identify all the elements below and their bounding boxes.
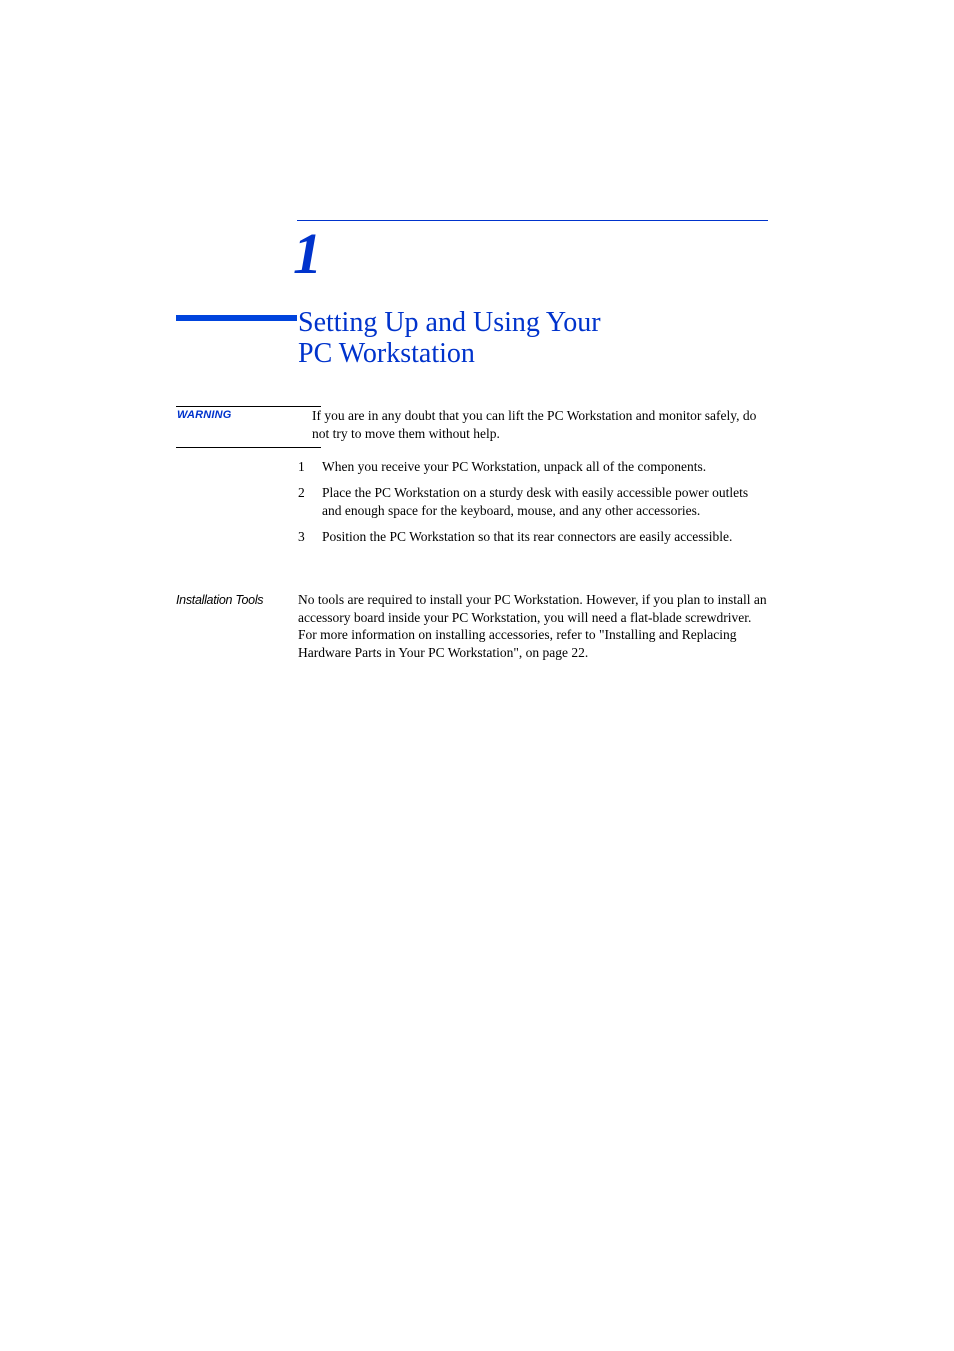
list-item <box>298 528 768 546</box>
setup-steps-list <box>298 458 768 554</box>
step-text: When you receive your PC Workstation, unpack all of the components. <box>322 459 707 474</box>
list-item <box>298 484 768 519</box>
warning-top-rule <box>176 406 321 407</box>
chapter-title-line-1: Setting Up and Using Your <box>298 307 601 338</box>
installation-tools-label: Installation Tools <box>176 593 264 607</box>
chapter-title <box>298 307 768 369</box>
chapter-top-rule <box>297 220 768 221</box>
warning-label: WARNING <box>177 409 232 421</box>
chapter-title-bar <box>176 315 297 321</box>
step-number: 1 <box>298 459 305 474</box>
chapter-title-line-2: PC Workstation <box>298 338 475 369</box>
step-text: Position the PC Workstation so that its rear connectors are easily accessible. <box>322 528 733 544</box>
installation-tools-text: No tools are required to install your PC Workstation. However, if you plan to install an accessory board inside your PC Workstation, you will need a flat-blade screwdriver. For more information on installing accessories, refer to "Installing and Replacing Hardware Parts in Your PC Workstation", on page 22. <box>298 592 767 660</box>
warning-text: If you are in any doubt that you can lift the PC Workstation and monitor safely, do not try to move them without help. <box>312 408 757 441</box>
step-number: 2 <box>298 485 305 500</box>
step-text: Place the PC Workstation on a sturdy desk with easily accessible power outlets and enough space for the keyboard, mouse, and any other accessories. <box>322 485 749 518</box>
chapter-number: 1 <box>293 221 322 286</box>
warning-bottom-rule <box>176 447 321 448</box>
list-item <box>298 458 768 476</box>
step-number: 3 <box>298 528 305 544</box>
